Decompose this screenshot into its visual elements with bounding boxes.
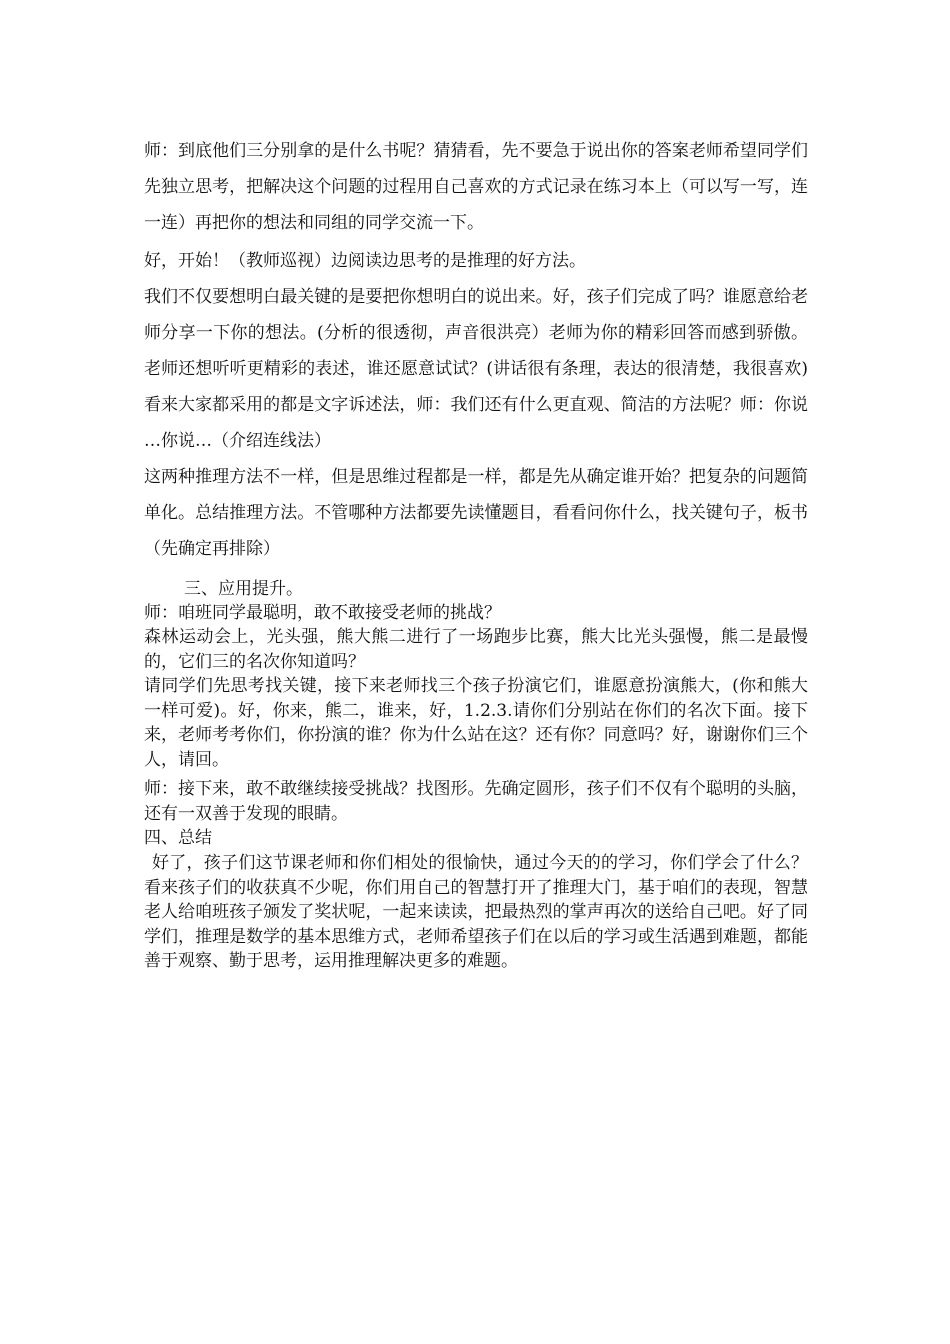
paragraph-challenge: 师：咱班同学最聪明，敢不敢接受老师的挑战？	[144, 603, 501, 623]
paragraph-closing: 好了，孩子们这节课老师和你们相处的很愉快，通过今天的的学习，你们学会了什么？看来孩子们的收获真不少呢，你们用自己的智慧打开了推理大门，基于咱们的表现，智慧老人给咱班孩子颁发了奖状呢，一起来读读，把最热烈的掌声再次的送给自己吧。好了同学们，推理是数学的基本思维方式，老师希望孩子们在以后的学习或生活遇到难题，都能善于观察、勤于思考，运用推理解决更多的难题。	[144, 853, 808, 971]
paragraph-shape-challenge: 师：接下来，敢不敢继续接受挑战？找图形。先确定圆形，孩子们不仅有个聪明的头脑，还有一双善于发现的眼睛。	[144, 779, 808, 824]
paragraph-race-problem: 森林运动会上，光头强，熊大熊二进行了一场跑步比赛，熊大比光头强慢，熊二是最慢的，它们三的名次你知道吗？	[144, 627, 808, 672]
section-heading-application: 三、应用提升。	[184, 579, 303, 599]
paragraph-role-play: 请同学们先思考找关键，接下来老师找三个孩子扮演它们，谁愿意扮演熊大，(你和熊大一样可爱)。好，你来，熊二，谁来，好，1.2.3.请你们分别站在你们的名次下面。接下来，老师考考你们，你扮演的谁？你为什么站在这？还有你？同意吗？好，谢谢你们三个人，请回。	[144, 676, 808, 770]
paragraph-teacher-question: 师：到底他们三分别拿的是什么书呢？猜猜看，先不要急于说出你的答案老师希望同学们先独立思考，把解决这个问题的过程用自己喜欢的方式记录在练习本上（可以写一写，连一连）再把你的想法和同组的同学交流一下。	[144, 141, 808, 233]
paragraph-discussion: 我们不仅要想明白最关键的是要把你想明白的说出来。好，孩子们完成了吗？谁愿意给老师分享一下你的想法。(分析的很透彻，声音很洪亮）老师为你的精彩回答而感到骄傲。老师还想听听更精彩的表述，谁还愿意试试？(讲话很有条理，表达的很清楚，我很喜欢)看来大家都采用的都是文字诉述法，师：我们还有什么更直观、简洁的方法呢？师：你说 …你说…（介绍连线法）	[144, 287, 808, 451]
section-heading-summary: 四、总结	[144, 828, 212, 848]
paragraph-start: 好，开始！（教师巡视）边阅读边思考的是推理的好方法。	[144, 251, 586, 271]
paragraph-summary-method: 这两种推理方法不一样，但是思维过程都是一样，都是先从确定谁开始？把复杂的问题简单化。总结推理方法。不管哪种方法都要先读懂题目，看看问你什么，找关键句子，板书（先确定再排除）	[144, 467, 808, 559]
